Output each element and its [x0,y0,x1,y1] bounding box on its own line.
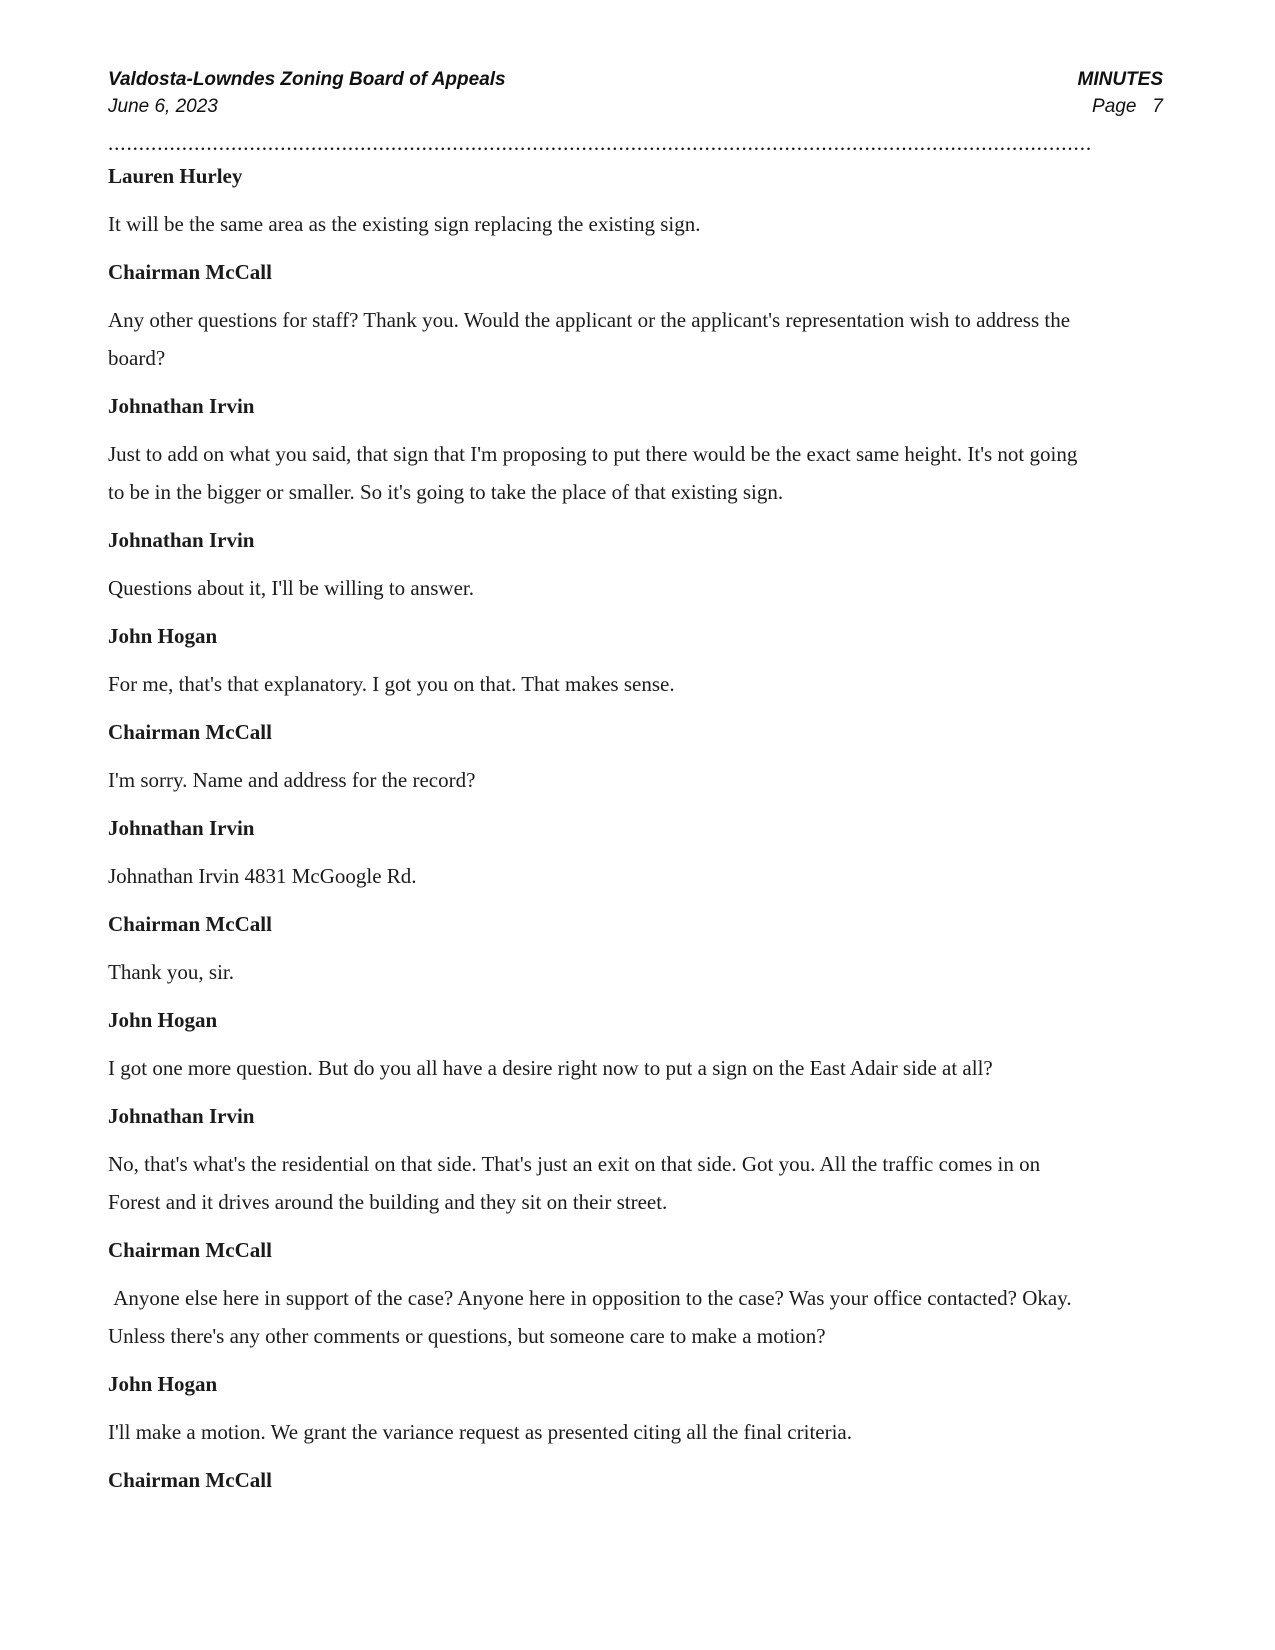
transcript-entry [108,1231,1096,1355]
speaker-name: Chairman McCall [108,1468,272,1492]
speech-paragraph: For me, that's that explanatory. I got you on that. That makes sense. [108,672,675,696]
dotted-divider: ................................................................................................................................................................ [108,133,1092,153]
transcript-entry [108,905,1096,991]
page-indicator [1092,93,1163,120]
speaker-name: Chairman McCall [108,1238,272,1262]
speech-paragraph: Anyone else here in support of the case? Anyone here in opposition to the case? Was your office contacted? Okay. Unless there's any other comments or questions, but someone care to make a motion? [108,1286,1077,1348]
speaker-name: John Hogan [108,624,218,648]
speech-paragraph: Thank you, sir. [108,960,234,984]
speech-paragraph: Johnathan Irvin 4831 McGoogle Rd. [108,864,417,888]
transcript-entry [108,713,1096,799]
page-label: Page [1092,96,1137,117]
speaker-name: Chairman McCall [108,720,272,744]
speech-paragraph: Any other questions for staff? Thank you. Would the applicant or the applicant's representation wish to address the board? [108,308,1076,370]
speaker-name: Johnathan Irvin [108,528,255,552]
speech-paragraph: I'll make a motion. We grant the variance request as presented citing all the final criteria. [108,1420,852,1444]
header-row-bottom [108,93,1163,120]
speaker-name: Chairman McCall [108,912,272,936]
speech-paragraph: I'm sorry. Name and address for the record? [108,768,476,792]
transcript-entry [108,617,1096,703]
header-row-top [108,66,1163,93]
speaker-name: Johnathan Irvin [108,1104,255,1128]
page-number: 7 [1152,96,1163,117]
speaker-name: Johnathan Irvin [108,816,255,840]
running-header [108,66,1163,120]
transcript-entry [108,809,1096,895]
meeting-date: June 6, 2023 [108,96,218,117]
document-type-label: MINUTES [1077,69,1163,90]
speech-paragraph: It will be the same area as the existing sign replacing the existing sign. [108,212,701,236]
transcript-entry [108,1365,1096,1451]
transcript-entry [108,387,1096,511]
speech-paragraph: Questions about it, I'll be willing to answer. [108,576,474,600]
speech-paragraph: I got one more question. But do you all have a desire right now to put a sign on the East Adair side at all? [108,1056,993,1080]
transcript-entry [108,521,1096,607]
transcript-entry [108,157,1096,243]
speaker-name: John Hogan [108,1372,218,1396]
speaker-name: Chairman McCall [108,260,272,284]
transcript-entry [108,253,1096,377]
speaker-name: Johnathan Irvin [108,394,255,418]
speech-paragraph: No, that's what's the residential on that side. That's just an exit on that side. Got you. All the traffic comes in on Forest and it drives around the building and they sit on their street. [108,1152,1046,1214]
transcript [108,157,1096,1499]
speaker-name: John Hogan [108,1008,218,1032]
transcript-entry [108,1461,1096,1499]
speaker-name: Lauren Hurley [108,164,243,188]
speech-paragraph: Just to add on what you said, that sign that I'm proposing to put there would be the exact same height. It's not going to be in the bigger or smaller. So it's going to take the place of that existing sign. [108,442,1083,504]
document-title: Valdosta-Lowndes Zoning Board of Appeals [108,69,506,90]
transcript-entry [108,1001,1096,1087]
transcript-entry [108,1097,1096,1221]
